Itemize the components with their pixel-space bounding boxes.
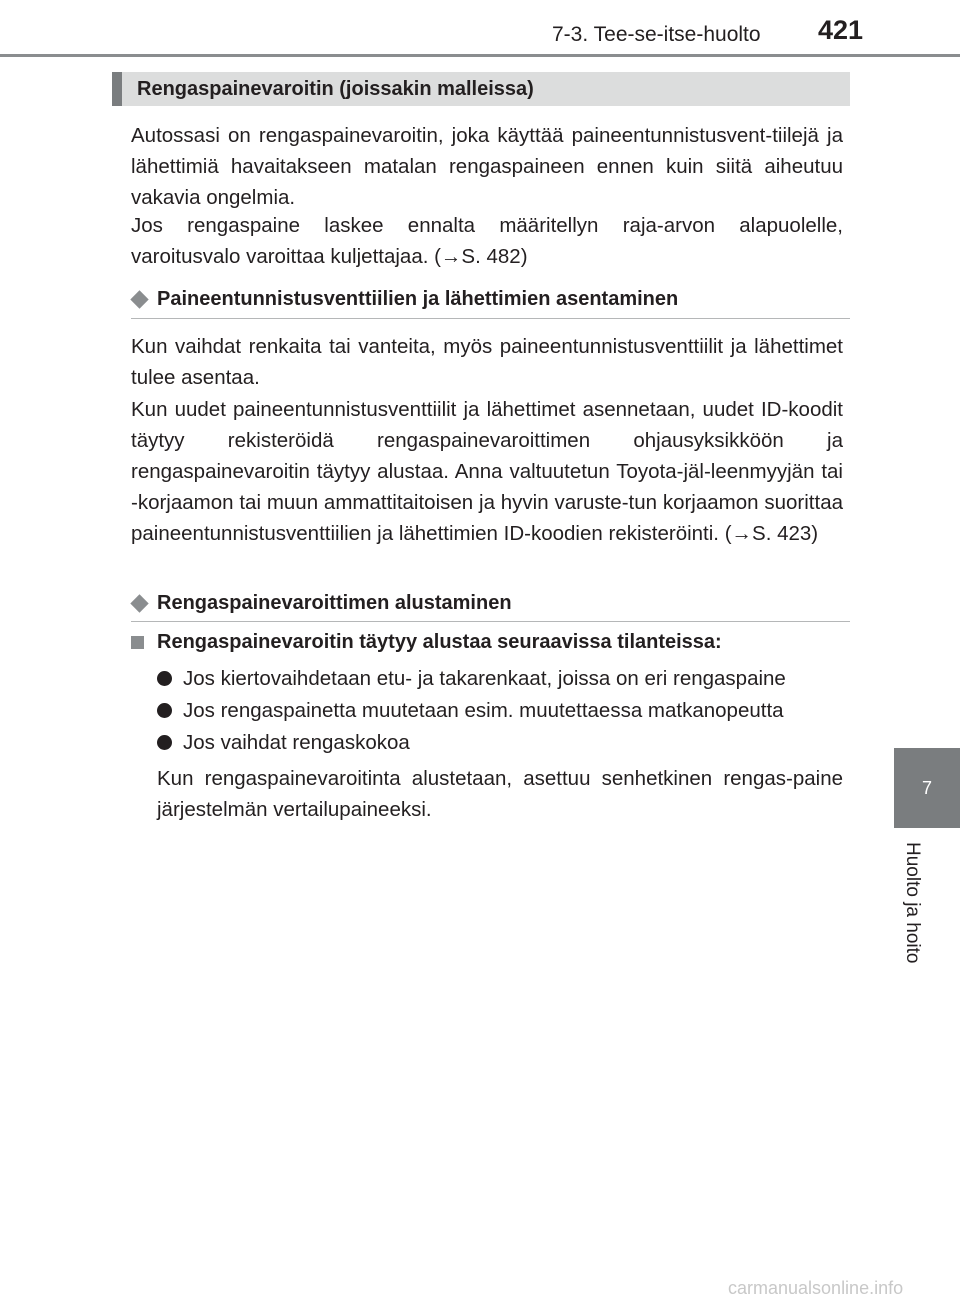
- list-item: [157, 663, 847, 694]
- intro-paragraph: Autossasi on rengaspainevaroitin, joka käyttää paineentunnistusvent-tiilejä ja lähettimiä havaitakseen matalan rengaspaineen ennen kuin siitä aiheutuu vakavia ongelmia.: [131, 124, 843, 209]
- bullet-dot-icon: [157, 735, 172, 750]
- square-bullet-icon: [131, 636, 144, 649]
- subsection-initialization-title: Rengaspainevaroittimen alustaminen: [157, 592, 512, 614]
- installation-paragraph-1: Kun vaihdat renkaita tai vanteita, myös paineentunnistusventtiilit ja lähettimet tulee asentaa.: [131, 335, 843, 389]
- initialization-note: Kun rengaspainevaroitinta alustetaan, asettuu senhetkinen rengas-paine järjestelmän vertailupaineeksi.: [157, 767, 843, 821]
- header-section-title: 7-3. Tee-se-itse-huolto: [552, 23, 761, 46]
- list-item-text: Jos vaihdat rengaskokoa: [183, 731, 410, 754]
- list-item: [157, 727, 847, 758]
- subsection-divider: [131, 621, 850, 622]
- initialization-item-title: Rengaspainevaroitin täytyy alustaa seuraavissa tilanteissa:: [157, 631, 722, 653]
- warning-paragraph: Jos rengaspaine laskee ennalta määritellyn raja-arvon alapuolelle, varoitusvalo varoittaa kuljettajaa. (→S. 482): [131, 214, 843, 268]
- diamond-bullet-icon: [130, 594, 148, 612]
- list-item-text: Jos kiertovaihdetaan etu- ja takarenkaat, joissa on eri rengaspaine: [183, 667, 786, 690]
- subsection-installation-heading: [131, 286, 850, 316]
- watermark: carmanualsonline.info: [728, 1278, 904, 1298]
- section-title: Rengaspainevaroitin (joissakin malleissa): [137, 78, 534, 100]
- subsection-divider: [131, 318, 850, 319]
- header-divider: [0, 54, 960, 57]
- page-number: 421: [818, 15, 864, 45]
- subsection-installation-title: Paineentunnistusventtiilien ja lähettimien asentaminen: [157, 288, 679, 310]
- diamond-bullet-icon: [130, 290, 148, 308]
- section-title-bar: [112, 72, 850, 106]
- bullet-dot-icon: [157, 703, 172, 718]
- list-item-text: Jos rengaspainetta muutetaan esim. muutettaessa matkanopeutta: [183, 699, 784, 722]
- list-item: [157, 695, 847, 726]
- bullet-dot-icon: [157, 671, 172, 686]
- chapter-tab[interactable]: 7: [894, 748, 960, 828]
- initialization-item-heading: [131, 629, 850, 657]
- chapter-tab-label: Huolto ja hoito: [902, 842, 923, 964]
- subsection-initialization-heading: [131, 590, 850, 620]
- installation-paragraph-2: Kun uudet paineentunnistusventtiilit ja lähettimet asennetaan, uudet ID-koodit täytyy rekisteröidä rengaspainevaroittimen ohjausyksikköön ja rengaspainevaroitin täytyy alustaa. Anna valtuutetun Toyota-jäl-leenmyyjän tai -korjaamon tai muun ammattitaitoisen ja hyvin varuste-tun korjaamon suorittaa paineentunnistusventtiilien ja lähettimien ID-koodien rekisteröinti. (→S. 423): [131, 398, 843, 545]
